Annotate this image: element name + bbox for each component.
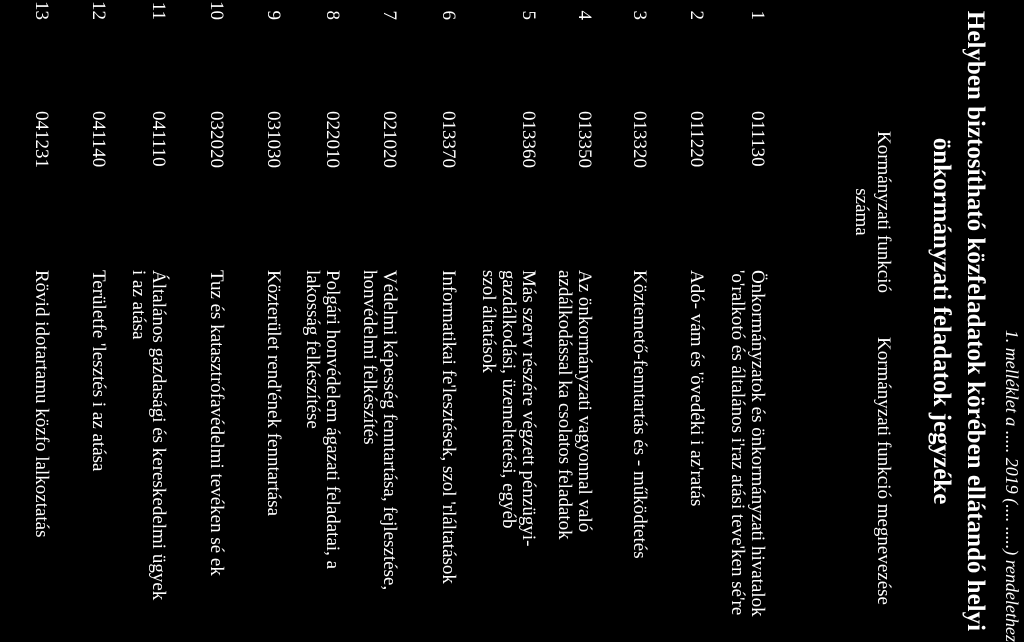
function-name bbox=[263, 270, 283, 642]
column-header-code bbox=[850, 112, 894, 312]
function-name-line: Védelmi képesség fenntartása, fejlesztése, bbox=[379, 270, 400, 591]
function-name-line: Területfe 'lesztés i az atása bbox=[88, 270, 109, 472]
function-code: 041110 bbox=[148, 111, 169, 167]
function-name-line: Rövid idotartamu közfo lalkoztatás bbox=[31, 270, 52, 538]
function-code: 032020 bbox=[206, 111, 227, 168]
function-name-line: Az önkormányzati vagyonnal való bbox=[574, 270, 595, 533]
function-code: 031030 bbox=[263, 111, 284, 168]
function-name-line: Önkormányzatok és önkormányzati hivatalok bbox=[747, 270, 768, 617]
function-name-line: Általános gazdasági és kereskedelmi ügyek bbox=[148, 270, 169, 601]
row-number: 10 bbox=[206, 1, 227, 20]
column-header-code-line2: száma bbox=[851, 188, 872, 236]
function-name-line: honvédelmi felkészítés bbox=[359, 270, 380, 445]
row-number: 8 bbox=[322, 10, 343, 20]
function-name-line: 'o'ralkotó és általános i'raz atási teve'ken sé're bbox=[727, 270, 748, 616]
function-name bbox=[302, 270, 342, 642]
row-number: 13 bbox=[31, 1, 52, 20]
function-code: 013350 bbox=[574, 111, 595, 168]
function-name-line: lakosság felkészítése bbox=[302, 270, 323, 429]
function-name bbox=[438, 270, 458, 642]
row-number: 5 bbox=[518, 10, 539, 20]
page-title-line2: önkormányzati feladatok jegyzéke bbox=[928, 137, 955, 505]
annex-label: 1. melléklet a ..... 2019 (.... .....) rendelethez bbox=[1002, 329, 1022, 642]
function-name bbox=[206, 270, 226, 642]
function-name bbox=[31, 270, 51, 642]
column-header-code-line1: Kormányzati funkció bbox=[873, 131, 894, 293]
row-number: 12 bbox=[88, 1, 109, 20]
function-name bbox=[554, 270, 594, 642]
function-name bbox=[727, 270, 767, 642]
function-name-line: Közterület rend'ének fenntartása bbox=[263, 270, 284, 517]
row-number: 4 bbox=[574, 10, 595, 20]
function-name-line: azdálkodással ka csolatos feladatok bbox=[554, 270, 575, 540]
function-name bbox=[88, 270, 108, 642]
function-name bbox=[359, 270, 399, 642]
function-name-line: i az atása bbox=[128, 270, 149, 340]
function-name-line: Köztemető-fenntartás és - működtetés bbox=[629, 270, 650, 559]
function-code: 022010 bbox=[322, 111, 343, 168]
row-number: 7 bbox=[379, 10, 400, 20]
function-code: 041231 bbox=[31, 111, 52, 168]
row-number: 9 bbox=[263, 10, 284, 20]
row-number: 6 bbox=[438, 10, 459, 20]
function-name bbox=[128, 270, 168, 642]
function-name-line: szol áltatások bbox=[478, 270, 499, 373]
function-name-line: Más szerv részére végzett pénzügyi- bbox=[518, 270, 539, 547]
function-code: 011220 bbox=[686, 111, 707, 168]
function-code: 011130 bbox=[747, 111, 768, 167]
row-number: 2 bbox=[686, 10, 707, 20]
row-number: 11 bbox=[148, 1, 169, 20]
page-title-line1: Helyben biztosítható közfeladatok körében ellátandó helyi bbox=[962, 10, 989, 632]
function-name-line: gazdálkodási, üzemeltetési, egyéb bbox=[498, 270, 519, 529]
function-code: 013320 bbox=[629, 111, 650, 168]
function-code: 021020 bbox=[379, 111, 400, 168]
function-name bbox=[686, 270, 706, 642]
column-header-name: Kormányzati funkció megnevezése bbox=[873, 337, 894, 605]
function-name bbox=[478, 270, 538, 642]
function-name-line: Tuz és katasztrófavédelmi tevéken sé ek bbox=[206, 270, 227, 576]
function-code: 013360 bbox=[518, 111, 539, 168]
row-number: 3 bbox=[629, 10, 650, 20]
function-name bbox=[629, 270, 649, 642]
function-name-line: Adó- vám és 'övedéki i az'ratás bbox=[686, 270, 707, 507]
function-code: 041140 bbox=[88, 111, 109, 168]
function-name-line: Informatikai fe'lesztések, szol 'rláltatások bbox=[438, 270, 459, 584]
function-code: 013370 bbox=[438, 111, 459, 168]
row-number: 1 bbox=[747, 10, 768, 20]
function-name-line: Polgári honvédelem ágazati feladatai, a bbox=[322, 270, 343, 570]
